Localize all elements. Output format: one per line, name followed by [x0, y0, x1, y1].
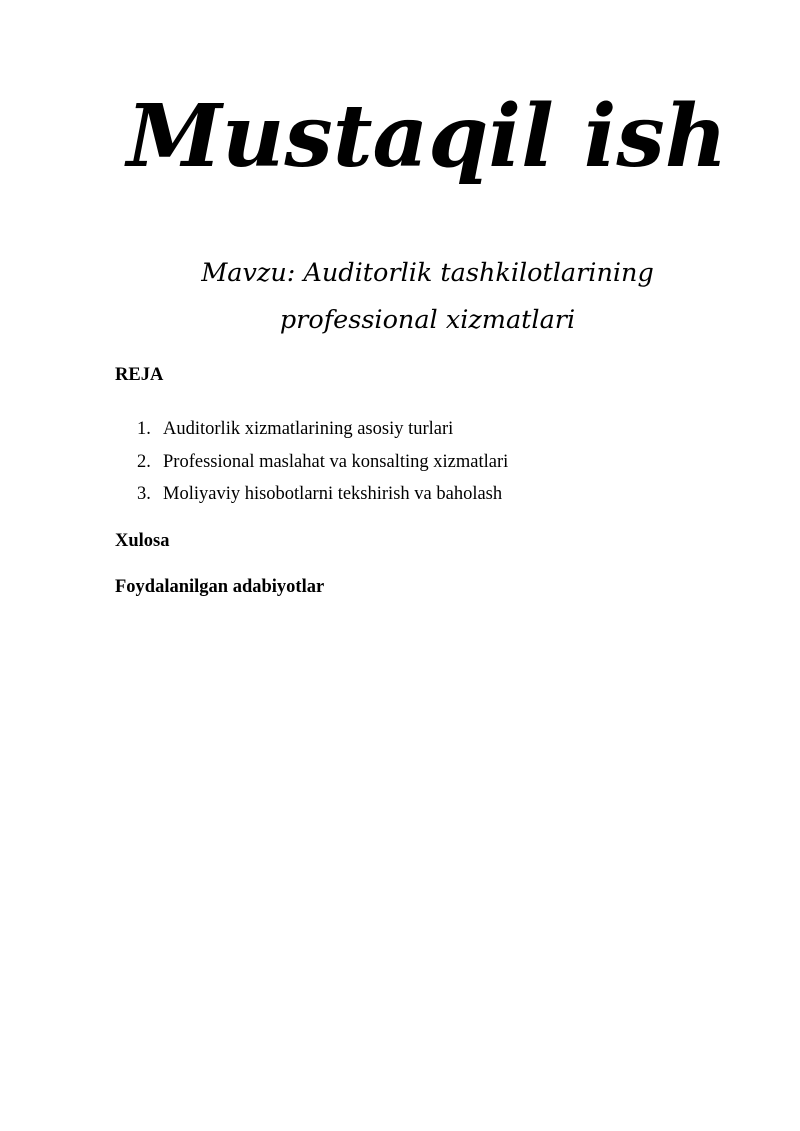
plan-item-number: 1. — [137, 419, 151, 439]
document-subtitle: Mavzu: Auditorlik tashkilotlarining professional xizmatlari — [201, 258, 654, 335]
plan-item-2 — [137, 446, 508, 479]
plan-heading: REJA — [115, 365, 164, 385]
plan-item-text: Professional maslahat va konsalting xizmatlari — [163, 451, 509, 472]
conclusion-heading: Xulosa — [115, 531, 170, 551]
plan-item-1 — [137, 413, 508, 446]
document-title: Mustaqil ish — [126, 86, 728, 187]
plan-list — [137, 413, 508, 511]
references-heading: Foydalanilgan adabiyotlar — [115, 577, 325, 597]
plan-item-number: 2. — [137, 451, 151, 472]
plan-item-text: Moliyaviy hisobotlarni tekshirish va baholash — [163, 484, 503, 504]
plan-item-3 — [137, 478, 508, 511]
plan-item-text: Auditorlik xizmatlarining asosiy turlari — [163, 419, 454, 439]
plan-item-number: 3. — [137, 484, 151, 504]
